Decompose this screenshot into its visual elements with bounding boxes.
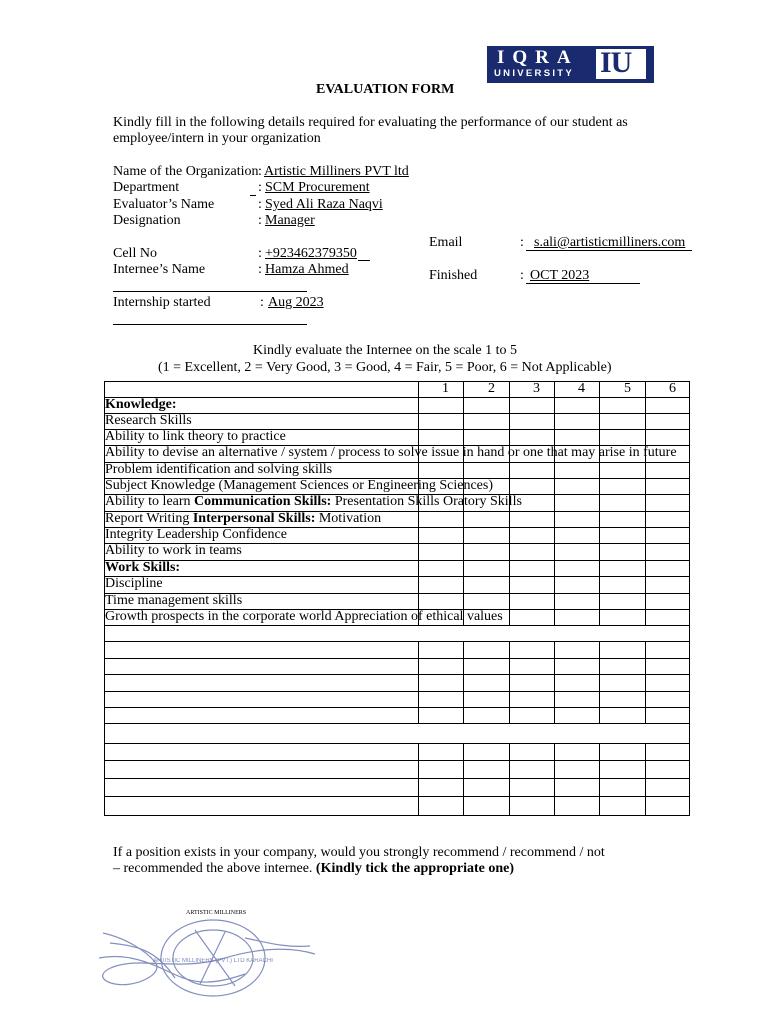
- org-label: Name of the Organization: [113, 164, 259, 179]
- stamp-caption: ARTISTIC MILLINERS: [186, 910, 247, 916]
- row-report-text-a: Report Writing: [105, 511, 193, 526]
- cell-underline-tail: [358, 260, 370, 261]
- row-work-in-teams: Ability to work in teams: [105, 543, 242, 558]
- grid-column-line: [554, 743, 555, 760]
- org-colon: :: [258, 164, 262, 179]
- email-underline: [526, 250, 692, 251]
- grid-column-line: [509, 743, 510, 760]
- grid-row-line: [104, 691, 690, 692]
- row-integrity: Integrity Leadership Confidence: [105, 527, 287, 542]
- grid-row-line: [104, 381, 690, 382]
- designation-value[interactable]: Manager: [265, 213, 315, 228]
- grid-column-line: [599, 674, 600, 691]
- grid-column-line: [509, 511, 510, 527]
- grid-column-line: [554, 543, 555, 560]
- grid-row-line: [104, 625, 690, 626]
- grid-column-line: [554, 674, 555, 691]
- row-discipline: Discipline: [105, 576, 163, 591]
- row-subject-knowledge: Subject Knowledge (Management Sciences or Engineering Sciences): [105, 478, 493, 493]
- grid-column-line: [645, 691, 646, 707]
- grid-column-line: [645, 527, 646, 543]
- grid-column-line: [418, 413, 419, 429]
- grid-column-line: [645, 494, 646, 511]
- row-research-skills: Research Skills: [105, 413, 192, 428]
- grid-column-line: [463, 527, 464, 543]
- grid-column-line: [509, 397, 510, 413]
- grid-row-line: [104, 815, 690, 816]
- grid-column-line: [509, 478, 510, 494]
- grid-column-line: [418, 511, 419, 527]
- grid-column-line: [418, 674, 419, 691]
- grid-column-line: [418, 778, 419, 796]
- designation-colon: :: [258, 213, 262, 228]
- grid-column-line: [509, 593, 510, 609]
- grid-column-line: [554, 527, 555, 543]
- grid-column-line: [554, 641, 555, 658]
- grid-column-line: [599, 413, 600, 429]
- row-link-theory: Ability to link theory to practice: [105, 429, 286, 444]
- designation-label: Designation: [113, 213, 181, 228]
- grid-column-line: [463, 778, 464, 796]
- grid-column-line: [509, 429, 510, 445]
- grid-column-line: [645, 397, 646, 413]
- knowledge-heading: Knowledge:: [105, 397, 177, 412]
- grid-column-line: [509, 560, 510, 576]
- grid-column-line: [599, 494, 600, 511]
- grid-column-line: [463, 511, 464, 527]
- grid-column-line: [463, 397, 464, 413]
- started-label: Internship started: [113, 295, 211, 310]
- row-devise-alternative: Ability to devise an alternative / system / process to solve issue in hand or one that may arise in future: [105, 445, 677, 460]
- grid-column-line: [509, 778, 510, 796]
- grid-column-line: [509, 543, 510, 560]
- evaluator-label: Evaluator’s Name: [113, 197, 215, 212]
- grid-column-line: [418, 760, 419, 778]
- grid-column-line: [645, 543, 646, 560]
- grid-column-line: [645, 778, 646, 796]
- grid-row-line: [104, 413, 690, 414]
- grid-column-line: [645, 576, 646, 593]
- grid-column-line: [554, 609, 555, 625]
- intro-line-2: employee/intern in your organization: [113, 131, 321, 146]
- grid-column-line: [645, 381, 646, 397]
- grid-column-line: [645, 743, 646, 760]
- grid-column-line: [463, 760, 464, 778]
- grid-column-line: [645, 658, 646, 674]
- grid-column-line: [599, 609, 600, 625]
- finished-colon: :: [520, 268, 524, 283]
- grid-column-line: [599, 527, 600, 543]
- grid-row-line: [104, 743, 690, 744]
- grid-column-line: [645, 560, 646, 576]
- grid-column-line: [554, 478, 555, 494]
- recommend-line-2: [113, 861, 514, 877]
- grid-column-line: [554, 707, 555, 723]
- dept-underline-stub: [250, 195, 256, 196]
- dept-colon: :: [258, 180, 262, 195]
- grid-column-line: [509, 707, 510, 723]
- interpersonal-heading: Interpersonal Skills:: [192, 511, 316, 526]
- internee-colon: :: [258, 262, 262, 277]
- grid-column-line: [463, 796, 464, 815]
- grid-column-line: [463, 658, 464, 674]
- dept-label: Department: [113, 180, 180, 195]
- grid-row-line: [104, 707, 690, 708]
- grid-column-line: [509, 658, 510, 674]
- iqra-university-logo: [487, 46, 654, 83]
- row-ability-to-learn: [105, 494, 522, 510]
- org-value[interactable]: Artistic Milliners PVT ltd: [264, 164, 409, 179]
- grid-column-line: [554, 413, 555, 429]
- evaluator-colon: :: [258, 197, 262, 212]
- grid-row-line: [104, 796, 690, 797]
- grid-column-line: [418, 397, 419, 413]
- grid-column-line: [509, 691, 510, 707]
- grid-column-line: [645, 462, 646, 478]
- grid-column-line: [554, 381, 555, 397]
- grid-row-line: [104, 560, 690, 561]
- grid-column-line: [599, 658, 600, 674]
- grid-column-line: [599, 543, 600, 560]
- grid-column-line: [418, 543, 419, 560]
- grid-border-line: [689, 381, 690, 815]
- grid-column-line: [509, 641, 510, 658]
- grid-column-line: [645, 707, 646, 723]
- grid-column-line: [463, 462, 464, 478]
- grid-column-line: [463, 691, 464, 707]
- grid-column-line: [463, 641, 464, 658]
- cell-value[interactable]: +923462379350: [265, 246, 357, 261]
- grid-row-line: [104, 397, 690, 398]
- grid-column-line: [554, 691, 555, 707]
- grid-column-line: [418, 381, 419, 397]
- grid-column-line: [554, 760, 555, 778]
- grid-column-line: [463, 413, 464, 429]
- grid-column-line: [599, 743, 600, 760]
- grid-column-line: [463, 674, 464, 691]
- grid-column-line: [645, 413, 646, 429]
- row-learn-text-a: Ability to learn: [105, 494, 195, 509]
- grid-column-line: [554, 397, 555, 413]
- grid-column-line: [418, 527, 419, 543]
- grid-column-line: [509, 381, 510, 397]
- internee-label: Internee’s Name: [113, 262, 206, 277]
- grid-column-line: [509, 576, 510, 593]
- grid-column-line: [645, 674, 646, 691]
- col-header-3: 3: [533, 381, 540, 396]
- row-learn-text-b: Presentation Skills Oratory Skills: [331, 494, 522, 509]
- grid-row-line: [104, 576, 690, 577]
- grid-row-line: [104, 658, 690, 659]
- grid-column-line: [645, 511, 646, 527]
- grid-column-line: [418, 429, 419, 445]
- grid-column-line: [599, 397, 600, 413]
- grid-column-line: [418, 743, 419, 760]
- grid-column-line: [645, 593, 646, 609]
- grid-column-line: [599, 760, 600, 778]
- started-value[interactable]: Aug 2023: [268, 295, 324, 310]
- recommend-line-1: If a position exists in your company, would you strongly recommend / recommend / not: [113, 845, 605, 860]
- col-header-4: 4: [578, 381, 585, 396]
- scale-line-1: Kindly evaluate the Internee on the scale 1 to 5: [253, 343, 517, 358]
- grid-column-line: [599, 778, 600, 796]
- grid-column-line: [554, 576, 555, 593]
- logo-wordmark-bottom: UNIVERSITY: [494, 68, 575, 79]
- grid-column-line: [463, 743, 464, 760]
- grid-column-line: [554, 560, 555, 576]
- logo-wordmark-top: IQRA: [497, 47, 579, 68]
- grid-column-line: [599, 796, 600, 815]
- grid-column-line: [599, 691, 600, 707]
- grid-column-line: [599, 593, 600, 609]
- col-header-1: 1: [442, 381, 449, 396]
- grid-column-line: [554, 462, 555, 478]
- grid-column-line: [509, 413, 510, 429]
- grid-column-line: [554, 796, 555, 815]
- grid-column-line: [645, 796, 646, 815]
- dept-value[interactable]: SCM Procurement: [265, 180, 370, 195]
- grid-column-line: [463, 543, 464, 560]
- cell-label: Cell No: [113, 246, 157, 261]
- grid-column-line: [599, 462, 600, 478]
- finished-label: Finished: [429, 268, 478, 283]
- grid-column-line: [554, 429, 555, 445]
- grid-row-line: [104, 723, 690, 724]
- row-report-text-b: Motivation: [315, 511, 382, 526]
- company-stamp-signature: [95, 918, 325, 1008]
- grid-column-line: [463, 593, 464, 609]
- row-problem-solving: Problem identification and solving skills: [105, 462, 333, 477]
- col-header-2: 2: [488, 381, 495, 396]
- stamp-ring-text: ARTISTIC MILLINERS (PVT.) LTD KARACHI: [153, 958, 273, 964]
- email-value[interactable]: s.ali@artisticmilliners.com: [534, 235, 686, 250]
- grid-row-line: [104, 641, 690, 642]
- grid-column-line: [418, 462, 419, 478]
- grid-column-line: [645, 641, 646, 658]
- logo-mark-box: [596, 46, 646, 79]
- internee-value[interactable]: Hamza Ahmed: [265, 262, 349, 277]
- col-header-5: 5: [624, 381, 631, 396]
- started-colon: :: [260, 295, 264, 310]
- grid-column-line: [599, 429, 600, 445]
- grid-column-line: [418, 641, 419, 658]
- grid-column-line: [554, 511, 555, 527]
- grid-column-line: [463, 429, 464, 445]
- recommend-instruction: (Kindly tick the appropriate one): [315, 861, 514, 876]
- grid-column-line: [418, 691, 419, 707]
- intro-line-1: Kindly fill in the following details required for evaluating the performance of our student as: [113, 115, 628, 130]
- grid-column-line: [554, 658, 555, 674]
- email-colon: :: [520, 235, 524, 250]
- grid-column-line: [418, 658, 419, 674]
- grid-row-line: [104, 760, 690, 761]
- grid-column-line: [418, 560, 419, 576]
- row-growth-prospects: Growth prospects in the corporate world Appreciation of ethical values: [105, 609, 503, 624]
- grid-column-line: [509, 760, 510, 778]
- grid-column-line: [599, 381, 600, 397]
- evaluator-value[interactable]: Syed Ali Raza Naqvi: [265, 197, 383, 212]
- grid-column-line: [599, 511, 600, 527]
- grid-column-line: [463, 707, 464, 723]
- grid-column-line: [599, 707, 600, 723]
- grid-row-line: [104, 674, 690, 675]
- grid-column-line: [599, 560, 600, 576]
- form-title: EVALUATION FORM: [316, 82, 455, 97]
- grid-column-line: [463, 576, 464, 593]
- grid-column-line: [509, 796, 510, 815]
- blank-line-1: [113, 291, 307, 292]
- grid-column-line: [418, 796, 419, 815]
- communication-heading: Communication Skills:: [194, 494, 332, 509]
- grid-column-line: [599, 641, 600, 658]
- grid-column-line: [509, 609, 510, 625]
- work-skills-heading: Work Skills:: [105, 560, 181, 575]
- grid-column-line: [645, 429, 646, 445]
- cell-colon: :: [258, 246, 262, 261]
- grid-column-line: [418, 707, 419, 723]
- col-header-6: 6: [669, 381, 676, 396]
- recommend-text: – recommended the above internee.: [113, 861, 316, 876]
- grid-column-line: [554, 778, 555, 796]
- scale-line-2: (1 = Excellent, 2 = Very Good, 3 = Good, 4 = Fair, 5 = Poor, 6 = Not Applicable): [158, 360, 612, 375]
- grid-column-line: [509, 527, 510, 543]
- grid-column-line: [645, 760, 646, 778]
- row-report-writing: [105, 511, 381, 527]
- grid-row-line: [104, 778, 690, 779]
- grid-column-line: [645, 478, 646, 494]
- finished-value[interactable]: OCT 2023: [530, 268, 590, 283]
- blank-line-2: [113, 324, 307, 325]
- grid-column-line: [554, 494, 555, 511]
- grid-column-line: [509, 462, 510, 478]
- grid-column-line: [509, 674, 510, 691]
- finished-underline: [526, 283, 640, 284]
- grid-column-line: [463, 560, 464, 576]
- logo-mark: IU: [600, 46, 632, 79]
- row-time-management: Time management skills: [105, 593, 243, 608]
- grid-column-line: [418, 576, 419, 593]
- grid-column-line: [599, 576, 600, 593]
- email-label: Email: [429, 235, 463, 250]
- grid-column-line: [554, 593, 555, 609]
- grid-column-line: [599, 478, 600, 494]
- grid-column-line: [418, 593, 419, 609]
- grid-column-line: [645, 609, 646, 625]
- grid-column-line: [463, 381, 464, 397]
